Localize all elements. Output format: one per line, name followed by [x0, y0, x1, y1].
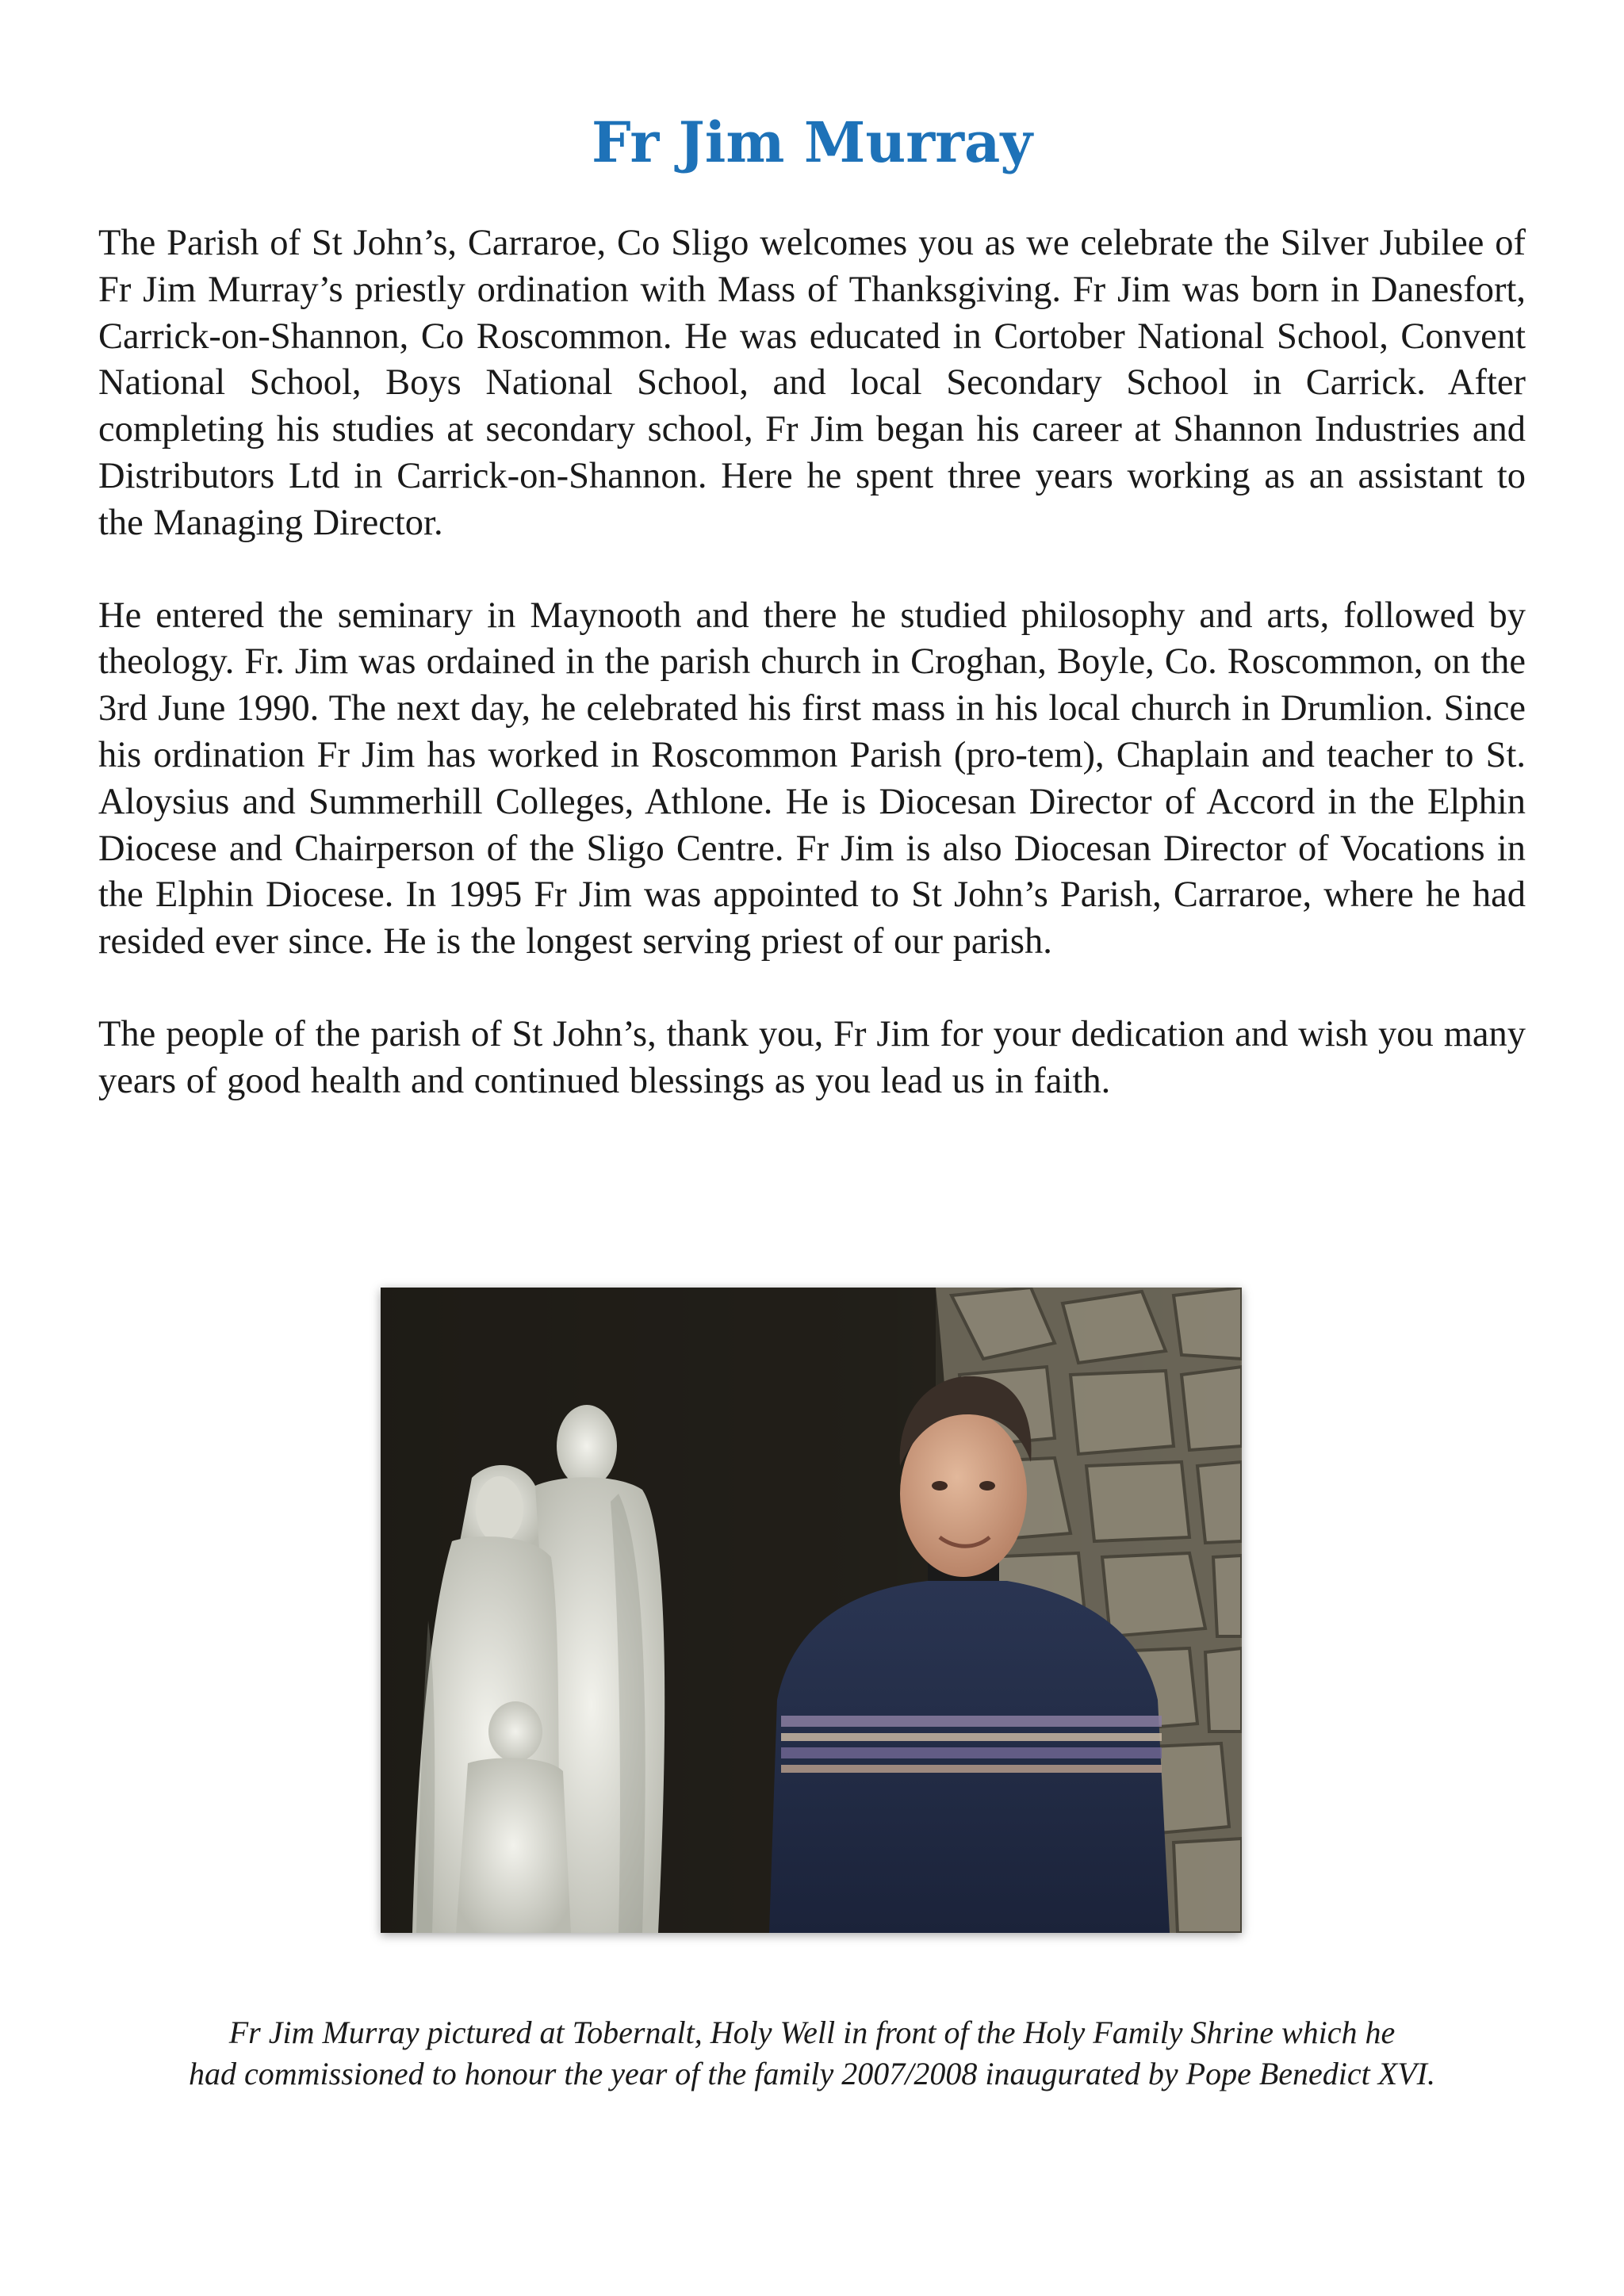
paragraph-thanks: The people of the parish of St John’s, thank you, Fr Jim for your dedication and wish you many years of good health and continued blessings as you lead us in faith. — [98, 1013, 1526, 1101]
paragraph-ordination: He entered the seminary in Maynooth and there he studied philosophy and arts, followed by theology. Fr. Jim was ordained in the parish church in Croghan, Boyle, Co. Roscommon, on the 3rd June 1990. The next day, he celebrated his first mass in his local church in Drumlion. Since his ordination Fr Jim has worked in Roscommon Parish (pro-tem), Chaplain and teacher to St. Aloysius and Summerhill Colleges, Athlone. He is Diocesan Director of Accord in the Elphin Diocese and Chairperson of the Sligo Centre. Fr Jim is also Diocesan Director of Vocations in the Elphin Diocese. In 1995 Fr Jim was appointed to St John’s Parish, Carraroe, where he had resided ever since. He is the longest serving priest of our parish. — [98, 595, 1526, 962]
caption-line-1: Fr Jim Murray pictured at Tobernalt, Holy Well in front of the Holy Family Shrine which he — [228, 2015, 1396, 2050]
portrait-photo — [381, 1288, 1242, 1933]
body-text — [98, 220, 1526, 1151]
page-title: Fr Jim Murray — [591, 109, 1033, 175]
caption-line-2: had commissioned to honour the year of the family 2007/2008 inaugurated by Pope Benedict XVI. — [189, 2056, 1435, 2091]
paragraph-intro: The Parish of St John’s, Carraroe, Co Sligo welcomes you as we celebrate the Silver Jubilee of Fr Jim Murray’s priestly ordination with Mass of Thanksgiving. Fr Jim was born in Danesfort, Carrick-on-Shannon, Co Roscommon. He was educated in Cortober National School, Convent National School, Boys National School, and local Secondary School in Carrick. After completing his studies at secondary school, Fr Jim began his career at Shannon Industries and Distributors Ltd in Carrick-on-Shannon. Here he spent three years working as an assistant to the Managing Director. — [98, 223, 1526, 543]
photo-caption — [0, 2012, 1624, 2095]
